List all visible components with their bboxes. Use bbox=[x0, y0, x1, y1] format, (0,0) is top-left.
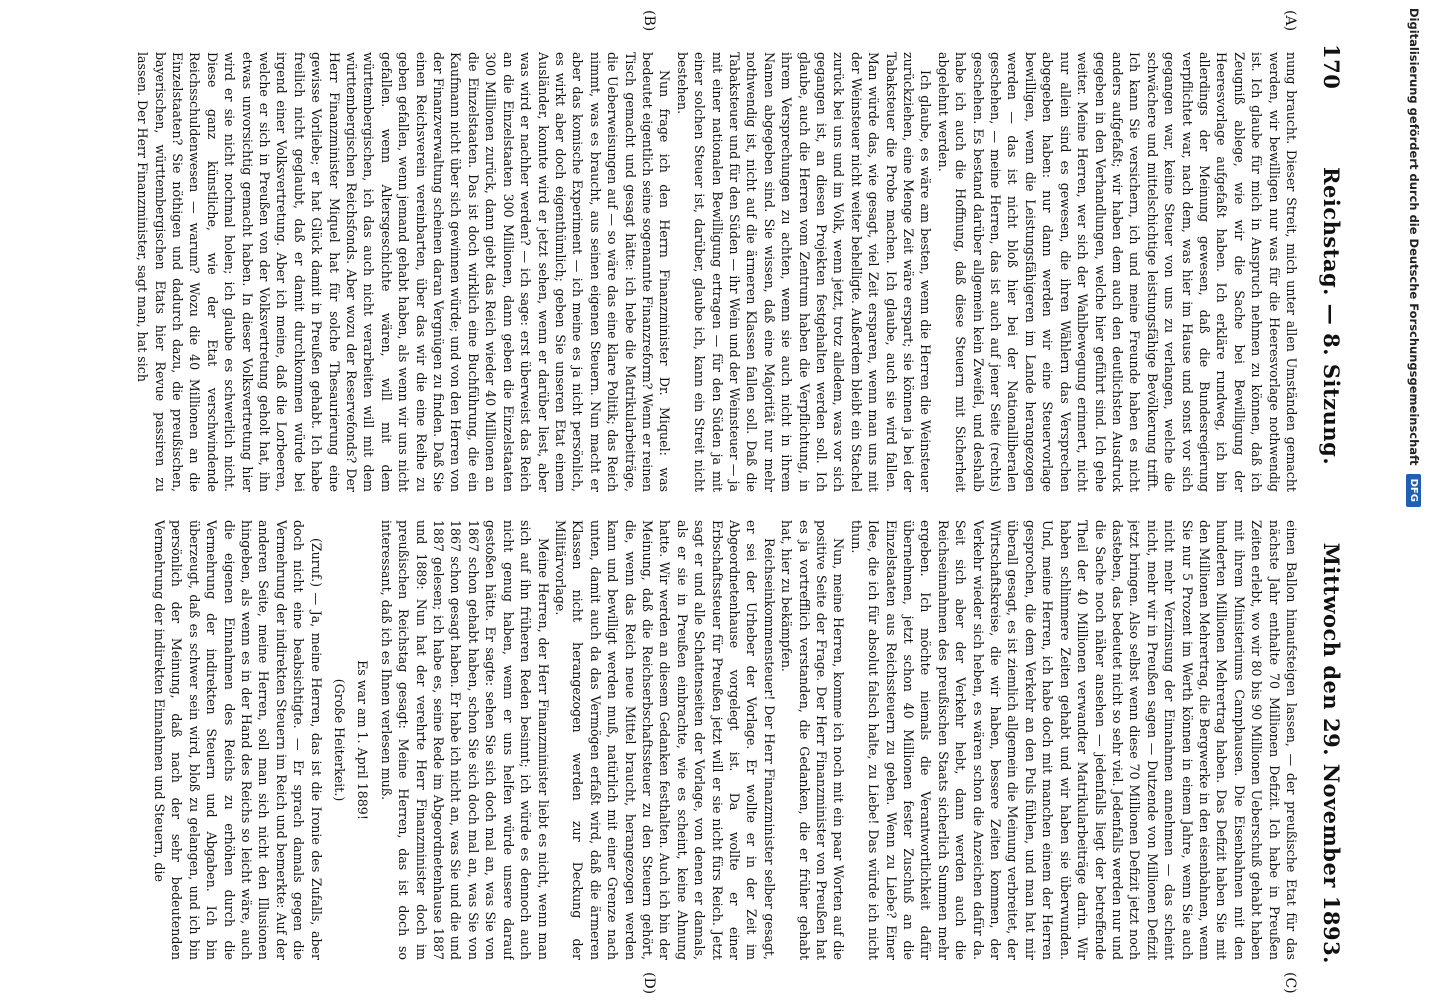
margin-marker-b: (B) bbox=[641, 10, 657, 32]
paragraph: Ich glaube, es wäre am besten, wenn die Herren die Weinsteuer zurückziehen, eine Menge Zeit wäre erspart; sie können ja bei der Tabaksteuer die Probe machen. Ich glaube, auch sie wird fallen. Man würde das, wie gesagt, viel Zeit ersparen, wenn man uns mit der Weinsteuer nicht weiter behelligte. Außerdem bleibt ein Stachel zurück bei uns und im Volk, wenn jetzt, trotz alledem, was vor sich gegangen ist, an diesen Projekten festgehalten werden soll. Ich glaube, auch die Herren vom Zentrum haben die Verpflichtung, in ihrem Versprechungen zu achten, wenn sie auch nicht in ihrem Namen abgegeben sind. Sie wissen, daß eine Majorität nur mehr nothwendig ist, nicht auf die ärmeren Klassen fallen soll. Daß die Tabaksteuer und für den Süden — ihr Wein und der Weinsteuer — ja mit einer nationalen Bewilligung ertragen — für den Süden ja mit einer solchen Steuer ist, darüber, glaube ich, kann ein Streit nicht bestehen. bbox=[674, 52, 934, 492]
session-title: Reichstag. — 8. Sitzung. bbox=[1319, 167, 1345, 466]
paragraph: (Zuruf.) — Ja, meine Herren, das ist die Ironie des Zufalls, aber doch nicht eine beabsichtigte. — Er sprach damals gegen die Vermehrung der indirekten Steuern im Reich und bemerkte: Auf der anderen Seite, meine Herren, soll man sich nicht den Illusionen hingeben, als wenn es in der Hand des Reichs so leicht wäre, auch die eigenen Einnahmen des Reichs zu erhöhen durch die Vermehrung der indirekten Steuern und Abgaben. Ich bin überzeugt, daß es schwer sein wird, bloß zu gelangen, und ich bin persönlich der Meinung, daß nach der sehr bedeutenden Vermehrung der indirekten Einnahmen und Steuern, die bbox=[152, 520, 324, 960]
date-line: Es war am 1. April 1889! bbox=[355, 660, 371, 820]
watermark-text: Digitalisierung gefördert durch die Deutsche Forschungsgemeinschaft bbox=[1407, 8, 1421, 466]
session-date: Mittwoch den 29. November 1893. bbox=[1319, 542, 1345, 964]
paragraph: Reichseinkommensteuer! Der Herr Finanzminister selber gesagt, er sei der Urheber der Vorlage. Er wollte er in der Zeit im Abgeordnetenhause vorgelegt ist. Da wollte er einer Erbschaftssteuer für Preußen jetzt will er sie nicht fürs Reich. Jetzt sagt er und alle Schattenseiten der Vorlage, von denen er damals, als er sie in Preußen einbrachte, wie es scheint, keine Ahnung hatte. Wir werden an diesem Gedanken festhalten. Auch ich bin der Meinung, daß die Reichserbschaftssteuer zu den Steuern gehört, die, wenn das Reich neue Mittel braucht, herangezogen werden kann und bewilligt werden muß, natürlich mit einer Grenze nach unten, damit auch da das Vermögen erfaßt wird, daß die ärmeren Klassen nicht herangezogen werden zur Deckung der Militärvorlage. bbox=[552, 520, 777, 960]
margin-marker-c: (C) bbox=[1282, 972, 1298, 994]
paragraph: Nun, meine Herren, komme ich noch mit ein paar Worten auf die positive Seite der Frage. Der Herr Finanzminister von Preußen hat es ja vortrefflich verstanden, die Gedanken, die er früher gehabt hat, hier zu bekämpfen. bbox=[779, 520, 847, 960]
margin-marker-a: (A) bbox=[1282, 10, 1298, 32]
paragraph: Meine Herren, der Herr Finanzminister liebt es nicht, wenn man sich auf ihn früheren Reden besinnt; ich würde es dennoch auch nicht genug haben, wenn er uns helfen würde unsere darauf gestoßen hätte. Er sagte: sehen Sie sich doch mal an, was Sie von 1867 schon gehabt haben, schon Sie sich doch mal an, was Sie von 1867 schon gesagt haben. Er habe ich nicht an, was Sie und die und 1887 gelesen; ich habe es, seine Rede im Abgeordnetenhause 1887 und 1889: Nun hat der verehrte Herr Finanzminister doch im preußischen Reichstag gesagt: Meine Herren, das ist doch so interessant, daß ich es Ihnen verlesen muß. bbox=[378, 520, 551, 960]
digitization-credit bbox=[1396, 0, 1432, 1000]
watermark-text-row bbox=[1396, 0, 1432, 1000]
left-text-column bbox=[10, 52, 1300, 492]
right-text-column bbox=[10, 520, 1300, 960]
paragraph: einen Ballon hinaufsteigen lassen, — der preußische Etat für das nächste Jahr enthalte 70 Millionen Defizit. Ich habe in Preußen Zeiten erlebt, wo wir 80 bis 90 Millionen Ueberschuß gehabt haben mit ihrem Ministeriums Camphausen. Die Eisenbahnen mit den hunderten Millionen Mehrertrag haben. Das Defizit haben Sie mit den Millionen Mehrertrag, die Bergwerke in den eisenbahnen, wenn Sie nur 5 Prozent im Werth können in einem Jahre, wenn Sie auch nicht mehr Verzinsung der Einnahmen annehmen — das scheint nicht, mehr wir in Preußen sagen — Dutzende von Millionen Defizit jetzt bringen. Also selbst wenn diese 70 Millionen Defizit jetzt noch dasteben, das bedeutet nicht so sehr viel. Jedenfalls werden nur und die Sache noch näher ansehen — jedenfalls liegt der betreffende Theil der 40 Millionen verwandter Matrikularbeiträge darin. Wir haben schlimmere Zeiten gehabt und wir haben sie überwunden. Und, meine Herren, ich habe doch mit manchen einem der Herren gesprochen, die dem Verkehr an den Puls fühlen, und man hat mir überall gesagt, es ist ziemlich allgemein die Meinung verbreitet, der Wirtschaftskreise, die wir haben, bessere Zeiten kommen, der Verkehr wieder sich heben, es wären schon die Anzeichen dafür da. Seit sich aber der Verkehr hebt, dann werden auch die Reichseinnahmen des preußischen Staats sicherlich Summen mehr ergeben. Ich möchte niemals die Verantwortlichkeit dafür übernehmen, jetzt schon 40 Millionen fester Zuschuß an die Einzelstaaten aus Reichssteuern zu geben. Wenn zu Liebe? Einer Idee, die ich für absolut falsch halte, zu Liebe! Das würde ich nicht thun. bbox=[848, 520, 1299, 960]
paragraph: Nun frage ich den Herrn Finanzminister Dr. Miquel: was bedeutet eigentlich seine sogenannte Finanzreform? Wenn er reinen Tisch gemacht und gesagt hätte: ich hebe die Matrikularbeiträge, die Ueberweisungen auf — so wäre das eine klare Politik; das Reich nimmt, was es braucht, aus seinen eigenen Steuern. Nun macht er aber das komische Experiment — ich meine es ja nicht persönlich, es wirkt aber doch eigenthümlich; geben Sie unseren Etat einem Ausländer, konnte wird er jetzt sehen, wenn er darüber liest, aber was wird er nachher werden? — ich sage: erst überweist das Reich an die Einzelstaaten 300 Millionen, dann geben die Einzelstaaten 300 Millionen zurück, dann giebt das Reich wieder 40 Millionen an die Einzelstaaten. Das ist doch wirklich eine Buchführung, die ein Kaufmann nicht über sich gewinnen würde; und von den Herren von der Finanzverwaltung scheinen daran Vergnügen zu finden. Daß Sie einen Reichsverein vereinbarten, über das wir die eine Reihe zu geben gefallen, wenn jemand gehabt haben, als wenn wir uns nicht gefallen. wenn Altersgeschichte wären, will mit dem württembergischen, ich das auch nicht verarbeiten will mit dem württembergischen Reichsfonds. Aber wozu der Reservefonds? Der Herr Finanzminister Miquel hat für solche Thesaurierung eine gewisse Vorliebe; er hat Glück damit in Preußen gehabt. Ich habe freilich nicht geglaubt, daß er damit durchkommen würde bei irgend einer Volksvertretung. Aber ich meine, daß die Lorbeeren, welche er sich in Preußen von der Volksvertretung geholt hat, ihn etwas unvorsichtig gemacht haben. In dieser Volksvertretung hier wird er sie nicht nochmal holen; ich glaube es schwerlich nicht. Diese ganz künstliche, wie der Etat verschwindende Reichsschuldenwesen — warum? Wozu die 40 Millionen an die Einzelstaaten? Sie nöthigen und dadurch dazu, die preußischen, bayerischen, württembergischen Etats hier Revue passiren zu lassen. Der Herr Finanzminister, sagt man, hat sich bbox=[135, 52, 673, 492]
paragraph: nung braucht. Dieser Streit, mich unter allen Umständen gemacht werden, wir bewilligen nur was für die Heeresvorlage nothwendig ist. Ich glaube für mich in Anspruch nehmen zu können, daß ich Zeugniß ablege, wie wir die Sache bei Bewilligung der Heeresvorlage aufgefaßt haben. Ich erkläre rundweg, ich bin allerdings der Meinung gewesen, daß die Bundesregierung verpflichtet war, nach dem, was hier im Hause und sonst vor sich gegangen war, keine Steuer von uns zu verlangen, welche die schwächere und mittelschichtige leistungsfähige Bevölkerung trifft. Ich kann Sie versichern, ich und meine Freunde haben es nicht anders aufgefaßt; wir haben dem auch den deutlichsten Ausdruck gegeben in den Verhandlungen, welche hier geführt sind. Ich gehe weiter. Meine Herren, wer sich der Wahlbewegung erinnert, nicht nur allein sind es gewesen, die ihren Wählern das Versprechen abgegeben haben: nur dann werden wir eine Steuervorlage bewilligen, wenn die Leistungsfähigeren im Lande herangezogen werden — das ist nicht bloß hier bei der Nationalliberalen geschehen, — meine Herren, das ist auch auf jener Seite (rechts) geschehen. Es bestand darüber allgemein kein Zweifel, und deshalb habe ich auch die Hoffnung, daß diese Steuern mit Sicherheit abgelehnt werden. bbox=[935, 52, 1299, 492]
stage-direction: (Große Heiterkeit.) bbox=[332, 678, 348, 802]
margin-marker-d: (D) bbox=[641, 972, 657, 995]
dfg-logo: DFG bbox=[1407, 474, 1422, 507]
page-number: 170 bbox=[1319, 44, 1345, 90]
page-header bbox=[1312, 44, 1352, 964]
